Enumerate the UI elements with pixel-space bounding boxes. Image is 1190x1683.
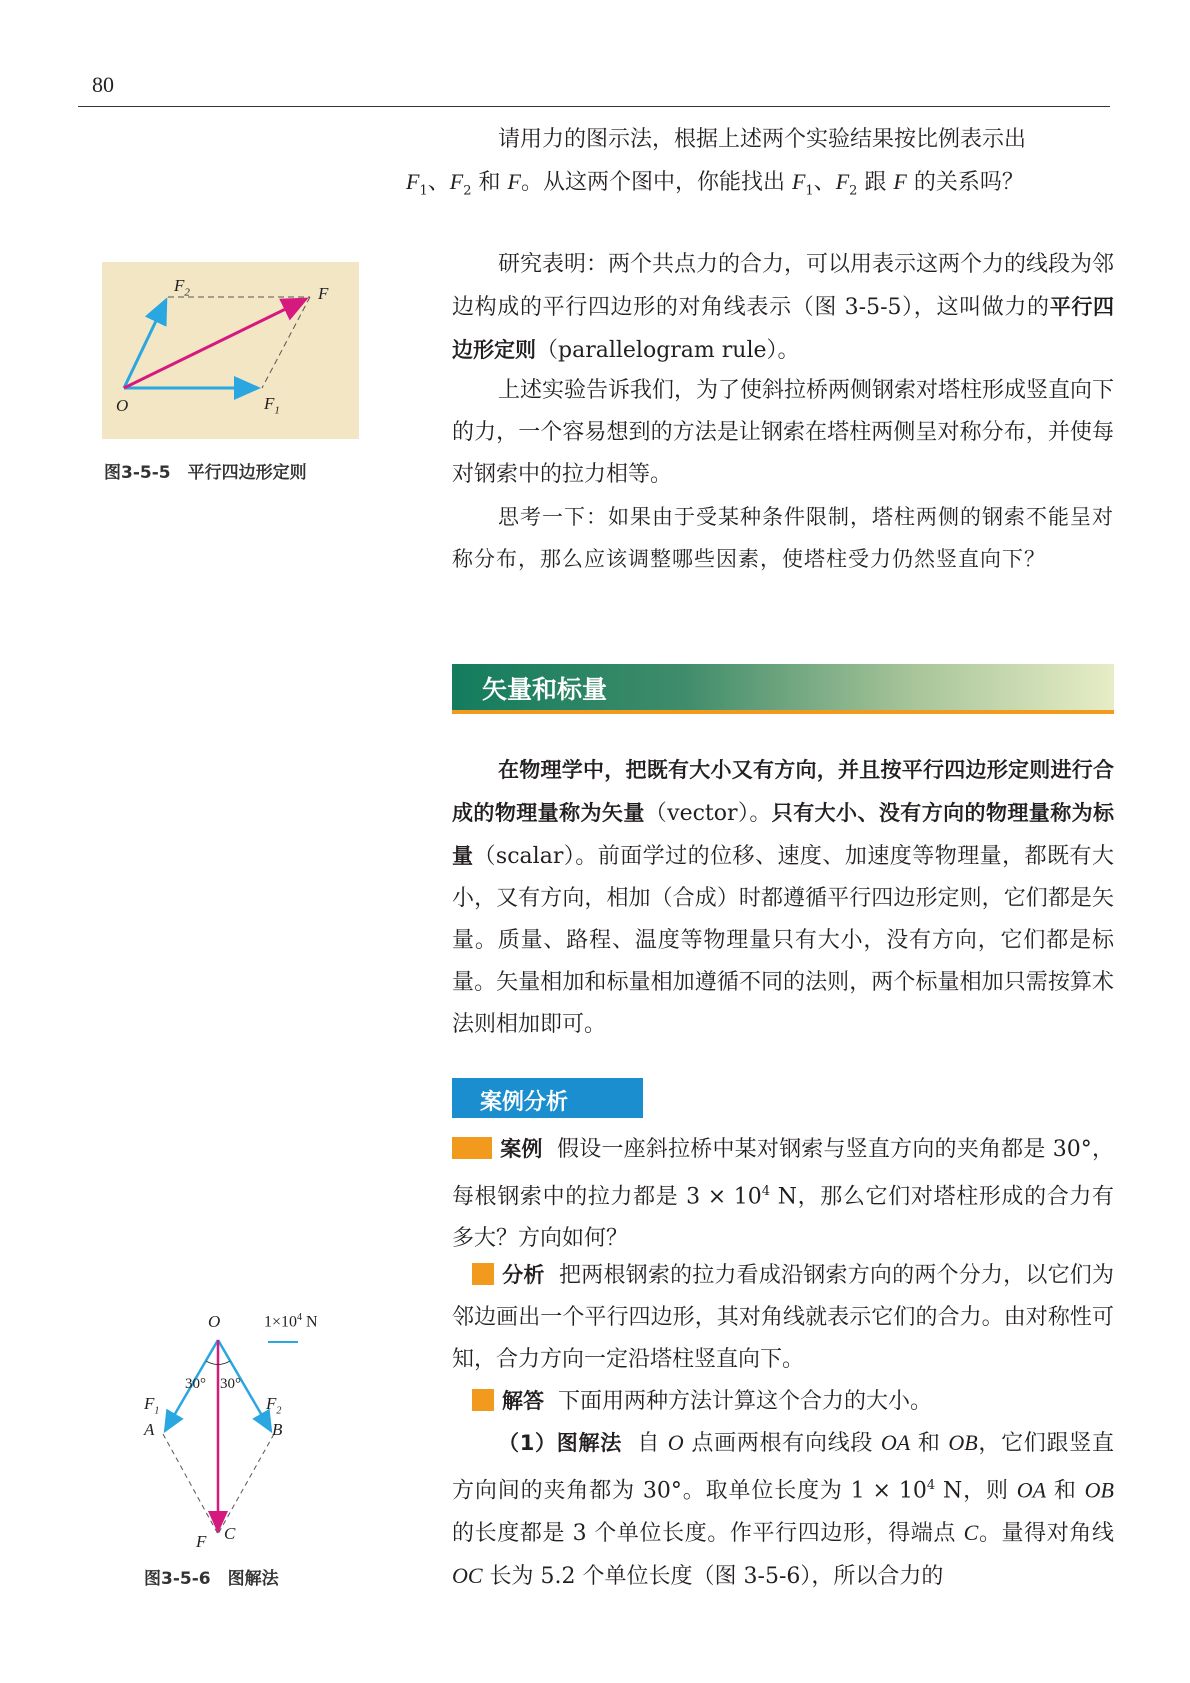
label-F2	[266, 1394, 281, 1416]
label-F1	[264, 394, 280, 416]
label-F: F	[318, 284, 329, 303]
case-exponent: 4	[761, 1184, 771, 1199]
orange-marker-icon	[472, 1389, 494, 1411]
paragraph-vector-scalar	[452, 749, 1114, 1046]
case-study-banner	[452, 1078, 643, 1118]
case-text-b: N，那么它们对塔柱形成的合力有多大？方向如何？	[452, 1184, 1114, 1252]
paragraph-question	[406, 119, 1114, 212]
section-banner	[452, 664, 1114, 714]
analysis-text: 把两根钢索的拉力看成沿钢索方向的两个分力，以它们为邻边画出一个平行四边形，其对角线就表示它们的合力。由对称性可知，合力方向一定沿塔柱竖直向下。	[452, 1263, 1114, 1372]
symbol-F2-b: F	[835, 169, 850, 194]
p5-bold-scalar: 只有大小、没有方向的物理量称为标量	[452, 801, 1115, 868]
header-rule	[78, 106, 1110, 107]
scale-label-unit: N	[302, 1313, 318, 1331]
label-F2-base: F	[174, 276, 185, 295]
symbol-F2: F	[449, 169, 464, 194]
sub-2: 2	[463, 183, 472, 199]
analysis-label: 分析	[502, 1263, 545, 1287]
angle-right-label: 30°	[220, 1376, 241, 1392]
p1-sep-a: 、	[427, 170, 450, 195]
m1-t8: 。量得对角线	[978, 1521, 1114, 1547]
m1-exp: 4	[926, 1478, 936, 1493]
m1-t4: ，它们跟竖直方向间的夹角都为 30°。取单位长度为 1 × 10	[452, 1431, 1114, 1504]
sub-1: 1	[419, 183, 428, 199]
label-C: C	[224, 1524, 236, 1543]
label-F2-sub: 2	[184, 286, 190, 299]
label-A: A	[144, 1420, 155, 1439]
dashed-edge-right	[262, 297, 310, 388]
label-F1-base: F	[144, 1394, 155, 1413]
page-number: 80	[92, 72, 114, 97]
m1-O: O	[667, 1430, 684, 1455]
symbol-F: F	[507, 169, 521, 194]
orange-marker-icon	[472, 1263, 494, 1285]
paragraph-research	[452, 244, 1114, 372]
p5-rest: （scalar）。前面学过的位移、速度、加速度等物理量，都既有大小，又有方向，相加（合成）时都遵循平行四边形定则，它们都是矢量。质量、路程、温度等物理量只有大小，没有方向，它们都是标量。矢量相加和标量相加遵循不同的法则，两个标量相加只需按算术法则相加即可。	[452, 844, 1114, 1037]
m1-t6: 和	[1046, 1478, 1085, 1504]
symbol-F-b: F	[893, 169, 907, 194]
symbol-F1: F	[406, 169, 420, 194]
section-title: 矢量和标量	[482, 675, 608, 704]
figure-graphical-method	[130, 1312, 350, 1562]
p1-line1: 请用力的图示法，根据上述两个实验结果按比例表示出	[498, 127, 1027, 152]
scale-label-base: 1×10	[264, 1313, 298, 1331]
label-F2-base: F	[266, 1394, 277, 1413]
p1-sep-f: 的关系吗？	[906, 170, 1024, 195]
figure-parallelogram	[102, 262, 359, 439]
label-O: O	[208, 1312, 221, 1331]
vector-F2	[124, 300, 166, 388]
paragraph-case	[452, 1128, 1114, 1260]
symbol-F1-b: F	[791, 169, 806, 194]
label-F: F	[196, 1532, 207, 1551]
p2-text-a: 研究表明：两个共点力的合力，可以用表示这两个力的线段为邻边构成的平行四边形的对角线表示（图 3-5-5），这叫做力的	[452, 252, 1115, 320]
label-F1	[144, 1394, 159, 1416]
label-B: B	[272, 1420, 283, 1439]
m1-t5: N，则	[935, 1478, 1017, 1504]
vector-resultant-F	[124, 299, 306, 388]
m1-OA: OA	[880, 1430, 911, 1455]
orange-marker-icon	[452, 1137, 492, 1159]
scale-label	[264, 1312, 318, 1331]
p1-sep-e: 跟	[857, 170, 894, 195]
paragraph-analysis	[452, 1254, 1114, 1381]
m1-t1: 自	[637, 1431, 668, 1456]
case-study-title: 案例分析	[480, 1090, 569, 1115]
sub-1-b: 1	[805, 183, 814, 199]
dashed-edge-left	[163, 1434, 218, 1534]
p2-bold-term: 平行四边形定则	[452, 295, 1114, 362]
p5-bold-vector: 在物理学中，把既有大小又有方向，并且按平行四边形定则进行合成的物理量称为矢量	[452, 758, 1114, 825]
dashed-edge-right	[218, 1434, 274, 1534]
m1-OA2: OA	[1016, 1477, 1047, 1503]
sub-2-b: 2	[849, 183, 858, 199]
p1-sep-c: 。从这两个图中，你能找出	[520, 170, 792, 195]
p1-sep-d: 、	[813, 170, 836, 195]
label-O: O	[116, 396, 129, 415]
paragraph-answer	[452, 1380, 1114, 1423]
p5-vector-term: （vector）。	[644, 801, 772, 826]
paragraph-think: 思考一下：如果由于受某种条件限制，塔柱两侧的钢索不能呈对称分布，那么应该调整哪些因素，使塔柱受力仍然竖直向下？	[452, 505, 1114, 571]
paragraph-method1	[452, 1422, 1114, 1598]
paragraph-experiment: 上述实验告诉我们，为了使斜拉桥两侧钢索对塔柱形成竖直向下的力，一个容易想到的方法是让钢索在塔柱两侧呈对称分布，并使每对钢索中的拉力相等。	[452, 378, 1115, 487]
m1-OB2: OB	[1084, 1477, 1114, 1503]
p2-text-b: （parallelogram rule）。	[536, 338, 800, 363]
figure1-caption: 图3-5-5 平行四边形定则	[104, 463, 307, 483]
scale-label-exp: 4	[297, 1312, 303, 1323]
m1-OB: OB	[948, 1430, 978, 1455]
m1-C: C	[963, 1520, 979, 1546]
answer-text: 下面用两种方法计算这个合力的大小。	[558, 1389, 933, 1414]
p1-sep-b: 和	[471, 170, 508, 195]
label-F1-base: F	[264, 394, 275, 413]
m1-t7: 的长度都是 3 个单位长度。作平行四边形，得端点	[452, 1521, 964, 1547]
label-F2-sub: 2	[276, 1405, 282, 1417]
m1-t9: 长为 5.2 个单位长度（图 3-5-6），所以合力的	[482, 1564, 944, 1590]
m1-t3: 和	[910, 1431, 949, 1456]
m1-t2: 点画两根有向线段	[683, 1431, 881, 1456]
graphical-method-diagram	[130, 1312, 350, 1562]
method1-label: （1）图解法	[498, 1431, 622, 1455]
label-F2	[174, 276, 190, 298]
label-F1-sub: 1	[154, 1405, 160, 1417]
angle-left-label: 30°	[185, 1376, 206, 1392]
answer-label: 解答	[502, 1389, 544, 1413]
case-text-a: 假设一座斜拉桥中某对钢索与竖直方向的夹角都是 30°，每根钢索中的拉力都是 3 × 10	[452, 1137, 1114, 1210]
case-label: 案例	[500, 1137, 543, 1161]
label-F1-sub: 1	[274, 404, 280, 417]
m1-OC: OC	[452, 1563, 483, 1589]
figure2-caption: 图3-5-6 图解法	[144, 1569, 279, 1589]
